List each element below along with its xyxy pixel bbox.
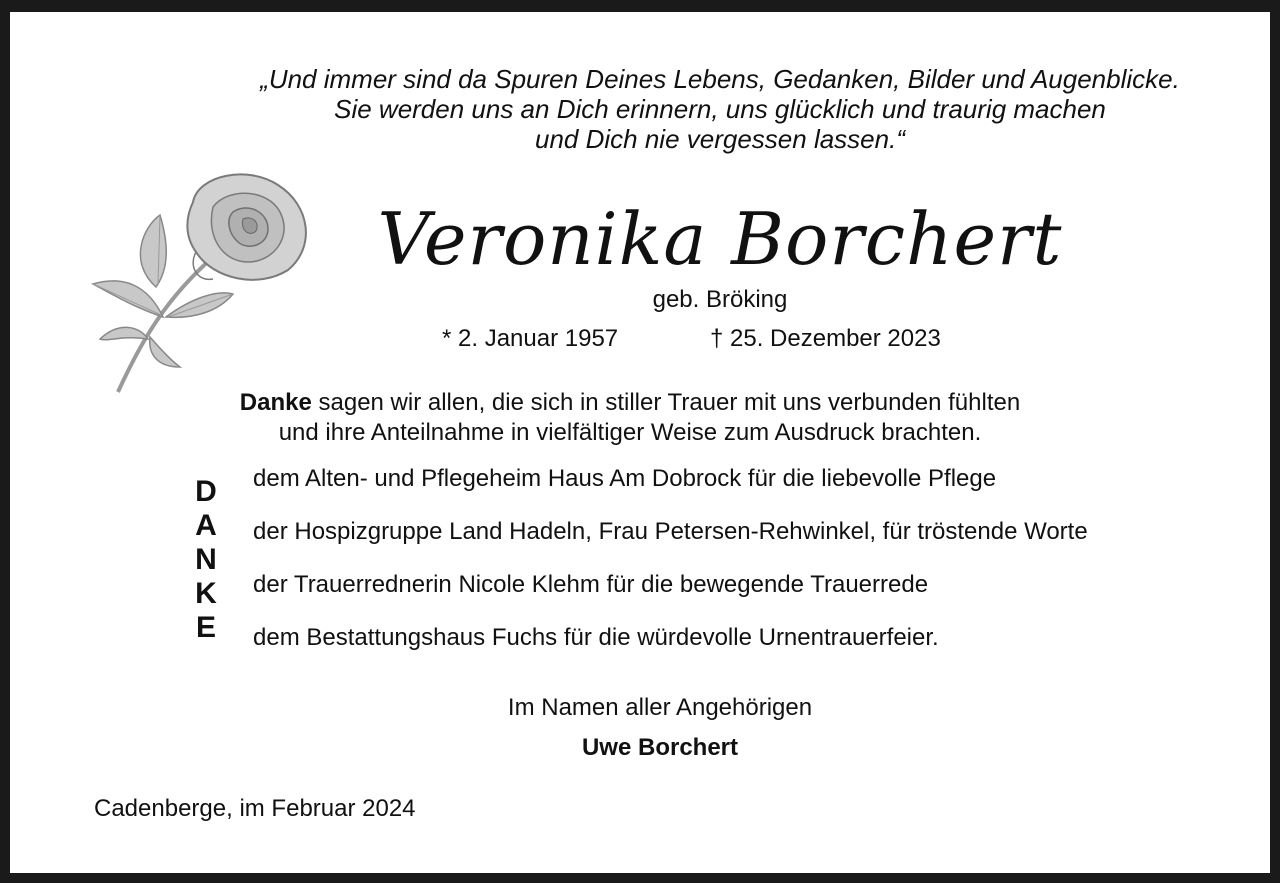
quote-line-2: Sie werden uns an Dich erinnern, uns glücklich und traurig machen <box>334 94 1106 124</box>
quote-line-3: und Dich nie vergessen lassen.“ <box>535 124 905 154</box>
danke-letter: K <box>195 577 217 610</box>
birth-date: * 2. Januar 1957 <box>442 325 619 352</box>
danke-letter: A <box>195 509 217 542</box>
deceased-name: Veronika Borchert <box>377 197 1063 281</box>
signature-intro: Im Namen aller Angehörigen <box>507 694 813 721</box>
thanks-line-1-rest: sagen wir allen, die sich in stiller Trauer mit uns verbunden fühlten <box>311 389 1021 416</box>
danke-letter: E <box>195 611 216 644</box>
danke-vertical-word <box>188 475 224 645</box>
place-date: Cadenberge, im Februar 2024 <box>94 795 416 822</box>
death-date: † 25. Dezember 2023 <box>710 325 941 352</box>
danke-item-2: der Hospizgruppe Land Hadeln, Frau Petersen-Rehwinkel, für tröstende Worte <box>253 518 1088 545</box>
danke-item-3: der Trauerrednerin Nicole Klehm für die bewegende Trauerrede <box>253 571 929 598</box>
signature-name: Uwe Borchert <box>581 734 739 761</box>
thanks-line-2: und ihre Anteilnahme in vielfältiger Weise zum Ausdruck brachten. <box>278 419 982 446</box>
thanks-bold-word: Danke <box>239 389 312 416</box>
rose-icon <box>88 167 318 397</box>
quote-line-1: „Und immer sind da Spuren Deines Lebens, Gedanken, Bilder und Augenblicke. <box>260 64 1180 94</box>
danke-letter: N <box>195 543 217 576</box>
danke-item-4: dem Bestattungshaus Fuchs für die würdevolle Urnentrauerfeier. <box>253 624 939 651</box>
maiden-name: geb. Bröking <box>652 286 788 313</box>
danke-letter: D <box>195 475 217 508</box>
thanks-line-1 <box>130 388 1130 418</box>
danke-item-1: dem Alten- und Pflegeheim Haus Am Dobrock für die liebevolle Pflege <box>253 465 997 492</box>
